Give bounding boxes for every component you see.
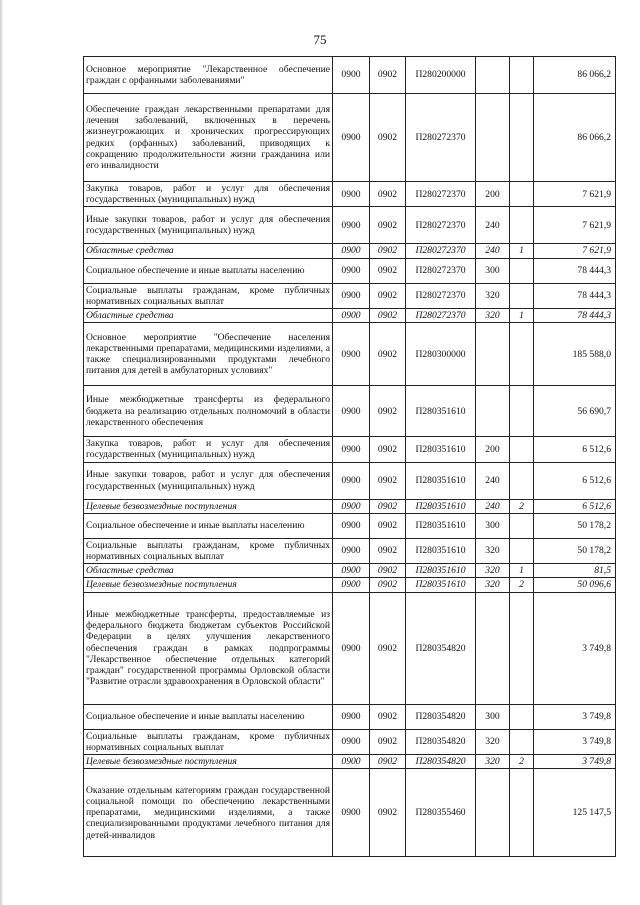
section-code-cell: 0900 [333,513,370,538]
expense-type-cell: 320 [476,578,510,592]
table-row [84,386,616,437]
amount-cell: 6 512,6 [534,499,616,513]
subsection-code-cell: 0902 [370,94,406,182]
amount-cell: 3 749,8 [534,755,616,769]
expense-name-cell: Закупка товаров, работ и услуг для обеспечения государственных (муниципальных) нужд [84,437,333,462]
subsection-code-cell: 0902 [370,729,406,754]
expense-type-cell: 300 [476,258,510,283]
table-row [84,244,616,258]
expense-type-cell: 320 [476,538,510,563]
expense-name-cell: Социальное обеспечение и иные выплаты населению [84,513,333,538]
funding-source-cell [510,57,534,94]
expense-name-cell: Областные средства [84,309,333,323]
expense-type-cell: 300 [476,513,510,538]
table-row [84,729,616,754]
expense-type-cell: 300 [476,704,510,729]
expense-name-cell: Целевые безвозмездные поступления [84,578,333,592]
expense-name-cell: Основное мероприятие "Лекарственное обеспечение граждан с орфанными заболеваниями" [84,57,333,94]
table-row [84,94,616,182]
funding-source-cell [510,182,534,207]
amount-cell: 185 588,0 [534,323,616,386]
section-code-cell: 0900 [333,323,370,386]
amount-cell: 50 178,2 [534,538,616,563]
section-code-cell: 0900 [333,499,370,513]
section-code-cell: 0900 [333,704,370,729]
target-article-cell: П280272370 [406,207,476,244]
funding-source-cell: 2 [510,578,534,592]
table-row [84,592,616,704]
table-row [84,462,616,499]
budget-table-body [84,57,616,857]
funding-source-cell [510,323,534,386]
amount-cell: 6 512,6 [534,462,616,499]
table-row [84,57,616,94]
section-code-cell: 0900 [333,244,370,258]
subsection-code-cell: 0902 [370,704,406,729]
amount-cell: 7 621,9 [534,182,616,207]
target-article-cell: П280354820 [406,729,476,754]
expense-name-cell: Закупка товаров, работ и услуг для обеспечения государственных (муниципальных) нужд [84,182,333,207]
section-code-cell: 0900 [333,462,370,499]
target-article-cell: П280200000 [406,57,476,94]
expense-name-cell: Иные межбюджетные трансферты из федерального бюджета на реализацию отдельных полномочий в области лекарственного обеспечения [84,386,333,437]
amount-cell: 3 749,8 [534,704,616,729]
target-article-cell: П280272370 [406,244,476,258]
scan-edge [0,0,3,905]
expense-type-cell [476,323,510,386]
target-article-cell: П280351610 [406,538,476,563]
subsection-code-cell: 0902 [370,513,406,538]
table-row [84,578,616,592]
table-row [84,755,616,769]
expense-name-cell: Областные средства [84,244,333,258]
section-code-cell: 0900 [333,755,370,769]
expense-type-cell: 320 [476,564,510,578]
section-code-cell: 0900 [333,578,370,592]
subsection-code-cell: 0902 [370,592,406,704]
target-article-cell: П280354820 [406,755,476,769]
amount-cell: 78 444,3 [534,283,616,308]
expense-name-cell: Оказание отдельным категориям граждан государственной социальной помощи по обеспечению лекарственными препаратами, медицинскими изделиями, а также специализированными продуктами лечебного питания для детей-инвалидов [84,769,333,857]
subsection-code-cell: 0902 [370,462,406,499]
funding-source-cell [510,704,534,729]
target-article-cell: П280300000 [406,323,476,386]
target-article-cell: П280351610 [406,386,476,437]
subsection-code-cell: 0902 [370,258,406,283]
table-row [84,769,616,857]
expense-type-cell: 200 [476,182,510,207]
section-code-cell: 0900 [333,258,370,283]
funding-source-cell: 1 [510,564,534,578]
expense-type-cell: 320 [476,309,510,323]
amount-cell: 78 444,3 [534,309,616,323]
funding-source-cell: 1 [510,244,534,258]
budget-table [83,56,616,857]
amount-cell: 3 749,8 [534,592,616,704]
table-row [84,437,616,462]
funding-source-cell [510,513,534,538]
section-code-cell: 0900 [333,283,370,308]
expense-type-cell: 320 [476,755,510,769]
subsection-code-cell: 0902 [370,386,406,437]
section-code-cell: 0900 [333,57,370,94]
expense-type-cell: 320 [476,729,510,754]
subsection-code-cell: 0902 [370,309,406,323]
expense-type-cell: 200 [476,437,510,462]
target-article-cell: П280351610 [406,578,476,592]
section-code-cell: 0900 [333,769,370,857]
funding-source-cell [510,729,534,754]
funding-source-cell [510,462,534,499]
expense-type-cell: 240 [476,462,510,499]
amount-cell: 3 749,8 [534,729,616,754]
subsection-code-cell: 0902 [370,182,406,207]
target-article-cell: П280272370 [406,94,476,182]
section-code-cell: 0900 [333,309,370,323]
funding-source-cell [510,258,534,283]
expense-name-cell: Целевые безвозмездные поступления [84,499,333,513]
amount-cell: 86 066,2 [534,94,616,182]
expense-type-cell: 240 [476,207,510,244]
section-code-cell: 0900 [333,592,370,704]
amount-cell: 81,5 [534,564,616,578]
subsection-code-cell: 0902 [370,323,406,386]
subsection-code-cell: 0902 [370,564,406,578]
expense-name-cell: Социальные выплаты гражданам, кроме публичных нормативных социальных выплат [84,538,333,563]
expense-name-cell: Основное мероприятие "Обеспечение населения лекарственными препаратами, медицинскими изделиями, а также специализированными продуктами лечебного питания для детей в амбулаторных условиях" [84,323,333,386]
target-article-cell: П280351610 [406,513,476,538]
table-row [84,207,616,244]
expense-type-cell: 320 [476,283,510,308]
funding-source-cell [510,592,534,704]
funding-source-cell [510,437,534,462]
page-number: 75 [313,32,327,47]
funding-source-cell [510,538,534,563]
section-code-cell: 0900 [333,94,370,182]
table-row [84,323,616,386]
target-article-cell: П280351610 [406,499,476,513]
funding-source-cell [510,207,534,244]
table-row [84,283,616,308]
amount-cell: 86 066,2 [534,57,616,94]
expense-name-cell: Областные средства [84,564,333,578]
expense-type-cell [476,592,510,704]
section-code-cell: 0900 [333,182,370,207]
expense-name-cell: Социальное обеспечение и иные выплаты населению [84,704,333,729]
table-row [84,513,616,538]
section-code-cell: 0900 [333,538,370,563]
section-code-cell: 0900 [333,729,370,754]
subsection-code-cell: 0902 [370,499,406,513]
amount-cell: 56 690,7 [534,386,616,437]
amount-cell: 50 178,2 [534,513,616,538]
amount-cell: 78 444,3 [534,258,616,283]
target-article-cell: П280272370 [406,258,476,283]
subsection-code-cell: 0902 [370,283,406,308]
subsection-code-cell: 0902 [370,538,406,563]
table-row [84,499,616,513]
expense-type-cell [476,386,510,437]
target-article-cell: П280354820 [406,704,476,729]
expense-name-cell: Иные межбюджетные трансферты, предоставляемые из федерального бюджета бюджетам субъектов Российской Федерации в целях улучшения лекарственного обеспечения граждан в рамках подпрограммы "Лекарственное обеспечение отдельных категорий граждан" государственной программы Орловской области "Развитие отрасли здравоохранения в Орловской области" [84,592,333,704]
subsection-code-cell: 0902 [370,437,406,462]
section-code-cell: 0900 [333,437,370,462]
expense-name-cell: Иные закупки товаров, работ и услуг для обеспечения государственных (муниципальных) нужд [84,207,333,244]
amount-cell: 7 621,9 [534,207,616,244]
subsection-code-cell: 0902 [370,57,406,94]
subsection-code-cell: 0902 [370,578,406,592]
expense-name-cell: Иные закупки товаров, работ и услуг для обеспечения государственных (муниципальных) нужд [84,462,333,499]
expense-type-cell [476,769,510,857]
amount-cell: 6 512,6 [534,437,616,462]
expense-type-cell: 240 [476,499,510,513]
target-article-cell: П280272370 [406,309,476,323]
amount-cell: 7 621,9 [534,244,616,258]
funding-source-cell: 1 [510,309,534,323]
funding-source-cell [510,386,534,437]
target-article-cell: П280272370 [406,283,476,308]
section-code-cell: 0900 [333,564,370,578]
funding-source-cell: 2 [510,499,534,513]
expense-name-cell: Социальные выплаты гражданам, кроме публичных нормативных социальных выплат [84,283,333,308]
subsection-code-cell: 0902 [370,755,406,769]
table-row [84,564,616,578]
target-article-cell: П280351610 [406,437,476,462]
table-row [84,258,616,283]
target-article-cell: П280272370 [406,182,476,207]
expense-type-cell: 240 [476,244,510,258]
subsection-code-cell: 0902 [370,769,406,857]
funding-source-cell [510,283,534,308]
target-article-cell: П280351610 [406,462,476,499]
section-code-cell: 0900 [333,386,370,437]
amount-cell: 50 096,6 [534,578,616,592]
expense-name-cell: Социальные выплаты гражданам, кроме публичных нормативных социальных выплат [84,729,333,754]
target-article-cell: П280351610 [406,564,476,578]
table-row [84,704,616,729]
funding-source-cell: 2 [510,755,534,769]
amount-cell: 125 147,5 [534,769,616,857]
expense-name-cell: Целевые безвозмездные поступления [84,755,333,769]
subsection-code-cell: 0902 [370,244,406,258]
funding-source-cell [510,769,534,857]
table-row [84,182,616,207]
expense-name-cell: Обеспечение граждан лекарственными препаратами для лечения заболеваний, включенных в перечень жизнеугрожающих и хронических прогрессирующих редких (орфанных) заболеваний, приводящих к сокращению продолжительности жизни гражданина или его инвалидности [84,94,333,182]
table-row [84,538,616,563]
expense-type-cell [476,57,510,94]
funding-source-cell [510,94,534,182]
target-article-cell: П280355460 [406,769,476,857]
target-article-cell: П280354820 [406,592,476,704]
table-row [84,309,616,323]
subsection-code-cell: 0902 [370,207,406,244]
expense-name-cell: Социальное обеспечение и иные выплаты населению [84,258,333,283]
section-code-cell: 0900 [333,207,370,244]
expense-type-cell [476,94,510,182]
